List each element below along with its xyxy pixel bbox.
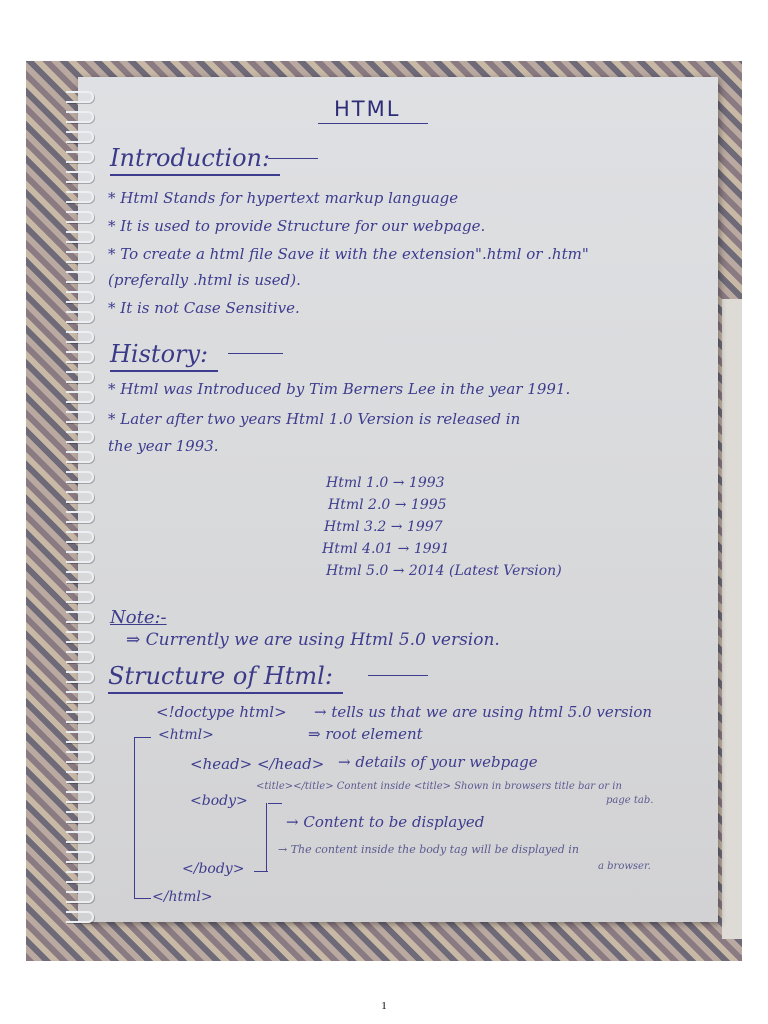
html-close-tag: </html> bbox=[152, 889, 213, 905]
body-bracket-bottom bbox=[254, 871, 268, 872]
title-underline bbox=[318, 123, 428, 124]
head-tag: <head> </head> bbox=[190, 755, 325, 773]
version-row: Html 3.2 → 1997 bbox=[324, 519, 443, 535]
intro-line-4: (preferally .html is used). bbox=[108, 271, 301, 289]
history-line-2: * Later after two years Html 1.0 Version is released in bbox=[108, 410, 521, 428]
note-line: ⇒ Currently we are using Html 5.0 version. bbox=[126, 630, 500, 650]
version-row: Html 1.0 → 1993 bbox=[326, 475, 445, 491]
body-note-3: a browser. bbox=[598, 861, 651, 872]
notebook-page bbox=[78, 77, 718, 922]
introduction-heading: Introduction: bbox=[110, 144, 271, 172]
doctype-note: → tells us that we are using html 5.0 version bbox=[314, 703, 653, 721]
version-row: Html 5.0 → 2014 (Latest Version) bbox=[326, 563, 562, 579]
note-heading: Note:- bbox=[110, 607, 167, 628]
history-line-1: * Html was Introduced by Tim Berners Lee in the year 1991. bbox=[108, 380, 571, 398]
heading-dash bbox=[268, 158, 318, 159]
body-bracket-top bbox=[268, 803, 282, 804]
adjacent-page bbox=[722, 299, 742, 939]
version-row: Html 4.01 → 1991 bbox=[322, 541, 450, 557]
body-open-tag: <body> bbox=[190, 793, 248, 809]
heading-dash bbox=[368, 675, 428, 676]
doctype-tag: <!doctype html> bbox=[156, 703, 287, 721]
head-note: → details of your webpage bbox=[338, 753, 538, 771]
notebook-photo bbox=[26, 61, 742, 961]
body-note: → Content to be displayed bbox=[286, 813, 485, 831]
body-close-tag: </body> bbox=[182, 861, 245, 877]
html-bracket bbox=[134, 737, 151, 899]
title-note-2: page tab. bbox=[606, 795, 654, 806]
page-title: HTML bbox=[334, 97, 401, 121]
heading-dash bbox=[228, 353, 283, 354]
title-note: <title></title> Content inside <title> Shown in browsers title bar or in bbox=[256, 781, 622, 792]
intro-line-1: * Html Stands for hypertext markup language bbox=[108, 189, 459, 207]
intro-line-3: * To create a html file Save it with the extension".html or .htm" bbox=[108, 245, 589, 263]
intro-line-5: * It is not Case Sensitive. bbox=[108, 299, 300, 317]
spiral-binding bbox=[66, 91, 88, 931]
structure-heading: Structure of Html: bbox=[108, 662, 333, 690]
body-bracket-line bbox=[266, 803, 267, 871]
body-note-2: → The content inside the body tag will be displayed in bbox=[278, 843, 579, 856]
html-open-tag: <html> bbox=[158, 727, 214, 743]
history-line-3: the year 1993. bbox=[108, 437, 219, 455]
version-row: Html 2.0 → 1995 bbox=[328, 497, 447, 513]
page-number: 1 bbox=[381, 1000, 387, 1012]
intro-line-2: * It is used to provide Structure for our webpage. bbox=[108, 217, 486, 235]
history-heading: History: bbox=[110, 340, 209, 368]
html-note: ⇒ root element bbox=[308, 725, 423, 743]
